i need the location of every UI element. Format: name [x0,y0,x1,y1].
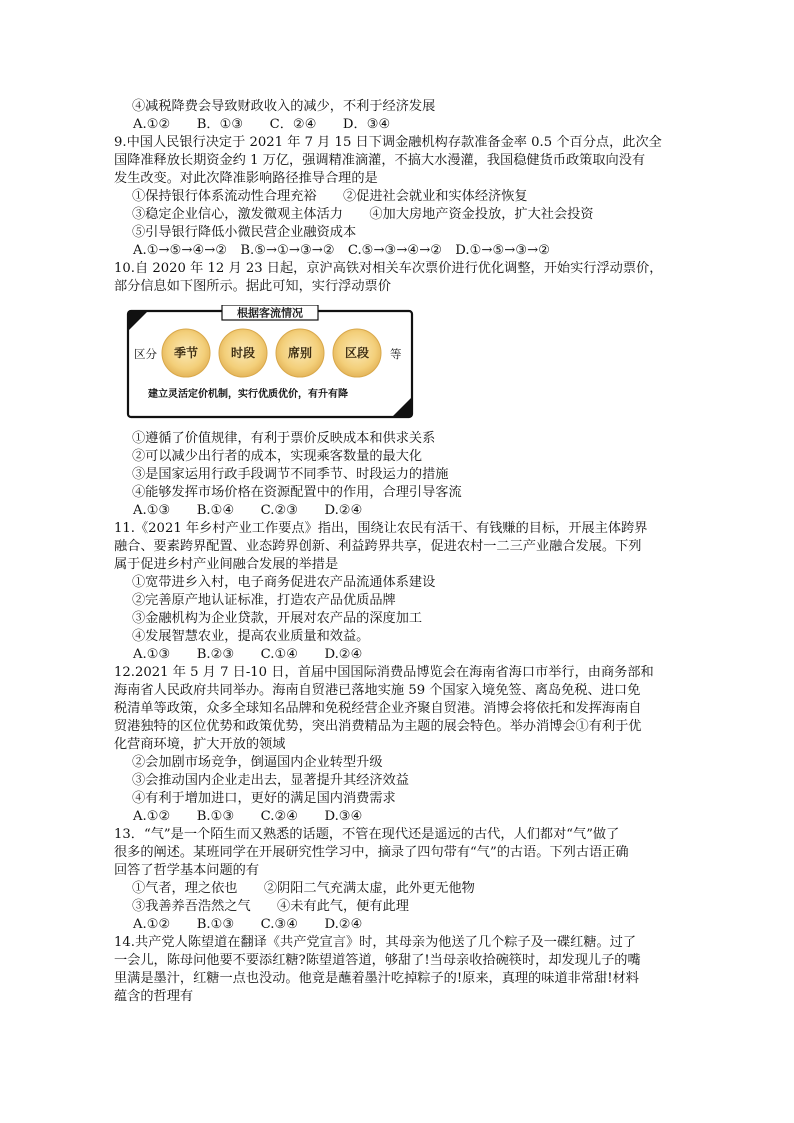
q9-items-line3: ⑤引导银行降低小微民营企业融资成本 [132,225,357,240]
q9-stem-line3: 发生改变。对此次降准影响路径推导合理的是 [114,171,378,186]
q14-stem-line4: 蕴含的哲理有 [114,989,194,1004]
fare-pricing-figure [126,305,414,419]
q8-options: A.①② B．①③ C．②④ D．③④ [133,117,391,132]
figure-title: 根据客流情况 [237,306,303,320]
figure-left-label: 区分 [134,347,157,361]
q12-item4: ④有利于增加进口，更好的满足国内消费需求 [132,791,396,806]
q12-item3: ③会推动国内企业走出去，显著提升其经济效益 [132,773,409,788]
q9-items-line1: ①保持银行体系流动性合理充裕 ②促进社会就业和实体经济恢复 [132,189,528,204]
q9-stem-line2: 国降准释放长期资金约 1 万亿，强调精准滴灌，不搞大水漫灌，我国稳健货币政策取向没有 [114,153,646,168]
q10-item2: ②可以减少出行者的成本，实现乘客数量的最大化 [132,449,423,464]
q8-item4: ④减税降费会导致财政收入的减少，不利于经济发展 [132,99,436,114]
q10-stem-line1: 10.自 2020 年 12 月 23 日起，京沪高铁对相关车次票价进行优化调整，开始实行浮动票价， [114,261,663,276]
circle-label-time-slot: 时段 [230,346,256,360]
q9-items-line2: ③稳定企业信心，激发微观主体活力 ④加大房地产资金投放，扩大社会投资 [132,207,594,222]
q10-item3: ③是国家运用行政手段调节不同季节、时段运力的措施 [132,467,449,482]
q11-stem-line1: 11.《2021 年乡村产业工作要点》指出，围绕让农民有活干、有钱赚的目标，开展主体跨界 [114,521,648,536]
q14-stem-line2: 一会儿，陈母问他要不要添红糖?陈望道答道，够甜了!当母亲收拾碗筷时，却发现儿子的嘴 [114,953,641,968]
q14-stem-line3: 里满是墨汁，红糖一点也没动。他竟是蘸着墨汁吃掉粽子的!原来，真理的味道非常甜!材料 [114,971,639,986]
q11-options: A.①③ B.②③ C.①④ D.②④ [133,647,363,662]
q12-stem-line3: 税清单等政策，众多全球知名品牌和免税经营企业齐聚自贸港。消博会将依托和发挥海南自 [114,701,642,716]
q11-stem-line3: 属于促进乡村产业间融合发展的举措是 [114,557,339,572]
q11-item3: ③金融机构为企业贷款，开展对农产品的深度加工 [132,611,423,626]
q10-stem-line2: 部分信息如下图所示。据此可知，实行浮动票价 [114,279,391,294]
q13-stem-line1: 13．“气”是一个陌生而又熟悉的话题，不管在现代还是遥远的古代，人们都对“气”做了 [114,827,620,842]
q10-item4: ④能够发挥市场价格在资源配置中的作用，合理引导客流 [132,485,462,500]
q9-stem-line1: 9.中国人民银行决定于 2021 年 7 月 15 日下调金融机构存款准备金率 0.5 个百分点，此次全 [114,135,662,150]
q12-stem-line4: 贸港独特的区位优势和政策优势，突出消费精品为主题的展会特色。举办消博会①有利于优 [114,719,642,734]
q12-stem-line2: 海南省人民政府共同举办。海南自贸港已落地实施 59 个国家入境免签、离岛免税、进口免 [114,683,641,698]
q10-options: A.①③ B.①④ C.②③ D.②④ [133,503,363,518]
q12-stem-line1: 12.2021 年 5 月 7 日-10 日，首届中国国际消费品博览会在海南省海口市举行，由商务部和 [114,665,654,680]
circle-label-section: 区段 [344,346,370,360]
q13-items-line2: ③我善养吾浩然之气 ④未有此气，便有此理 [132,899,409,914]
q13-stem-line3: 回答了哲学基本问题的有 [114,863,260,878]
q12-options: A.①② B.①③ C.②④ D.③④ [133,809,363,824]
circle-label-seat-class: 席别 [287,346,313,360]
q14-stem-line1: 14.共产党人陈望道在翻译《共产党宣言》时，其母亲为他送了几个粽子及一碟红糖。过了 [114,935,637,950]
figure-right-label: 等 [390,347,402,361]
figure-caption: 建立灵活定价机制，实行优质优价，有升有降 [148,389,348,400]
q12-stem-line5: 化营商环境，扩大开放的领域 [114,737,286,752]
q13-options: A.①② B.①③ C.③④ D.②④ [133,917,363,932]
fare-pricing-diagram [126,305,414,419]
circle-label-season: 季节 [173,346,199,360]
q11-item4: ④发展智慧农业，提高农业质量和效益。 [132,629,370,644]
q11-item2: ②完善原产地认证标准，打造农产品优质品牌 [132,593,396,608]
q13-items-line1: ①气者，理之依也 ②阴阳二气充满太虚，此外更无他物 [132,881,475,896]
q10-item1: ①遵循了价值规律，有利于票价反映成本和供求关系 [132,431,436,446]
q12-item2: ②会加剧市场竞争，倒逼国内企业转型升级 [132,755,383,770]
q9-options: A.①→⑤→④→② B.⑤→①→③→② C.⑤→③→④→② D.①→⑤→③→② [133,243,551,258]
q11-stem-line2: 融合、要素跨界配置、业态跨界创新、利益跨界共享，促进农村一二三产业融合发展。下列 [114,539,642,554]
q13-stem-line2: 很多的阐述。某班同学在开展研究性学习中，摘录了四句带有“气”的古语。下列古语正确 [114,845,629,860]
q11-item1: ①宽带进乡入村，电子商务促进农产品流通体系建设 [132,575,436,590]
